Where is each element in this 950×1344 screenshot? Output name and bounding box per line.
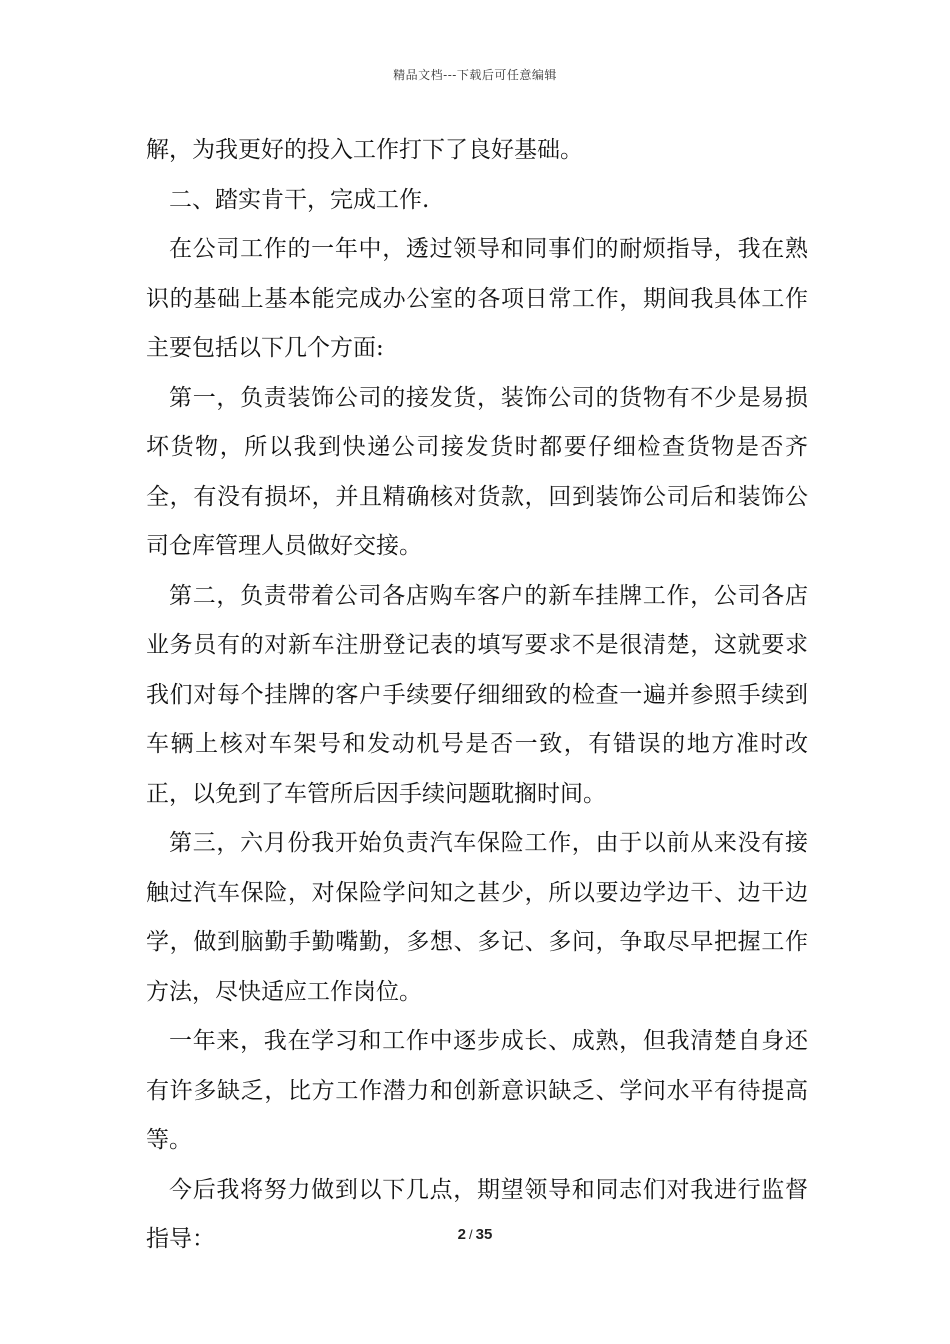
paragraph-continuation: 解，为我更好的投入工作打下了良好基础。 [146,137,583,163]
current-page-number: 2 [457,1226,467,1243]
paragraph-second-duty: 第二，负责带着公司各店购车客户的新车挂牌工作，公司各店业务员有的对新车注册登记表的填写要求不是很清楚，这就要求我们对每个挂牌的客户手续要仔细细致的检查一遍并参照手续到车辆上核对车架号和发动机号是否一致，有错误的地方准时改正，以免到了车管所后因手续问题耽搁时间。 [146,582,808,807]
paragraph-third-duty: 第三，六月份我开始负责汽车保险工作，由于以前从来没有接触过汽车保险，对保险学问知之甚少，所以要边学边干、边干边学，做到脑勤手勤嘴勤，多想、多记、多问，争取尽早把握工作方法，尽快适应工作岗位。 [146,830,808,1005]
page-separator: / [469,1227,473,1242]
page-header: 精品文档---下载后可任意编辑 [393,68,557,82]
paragraph-intro: 在公司工作的一年中，透过领导和同事们的耐烦指导，我在熟识的基础上基本能完成办公室的各项日常工作，期间我具体工作主要包括以下几个方面: [146,236,808,361]
page-number [0,1226,950,1243]
paragraph-reflection: 一年来，我在学习和工作中逐步成长、成熟，但我清楚自身还有许多缺乏，比方工作潜力和创新意识缺乏、学问水平有待提高等。 [146,1028,808,1153]
paragraph-first-duty: 第一，负责装饰公司的接发货，装饰公司的货物有不少是易损坏货物，所以我到快递公司接发货时都要仔细检查货物是否齐全，有没有损坏，并且精确核对货款，回到装饰公司后和装饰公司仓库管理人员做好交接。 [146,384,808,559]
section-heading: 二、踏实肯干，完成工作. [169,186,430,213]
total-pages-number: 35 [475,1226,493,1243]
document-body [146,126,808,1265]
paragraph-future-plan: 今后我将努力做到以下几点，期望领导和同志们对我进行监督指导： [146,1176,808,1252]
